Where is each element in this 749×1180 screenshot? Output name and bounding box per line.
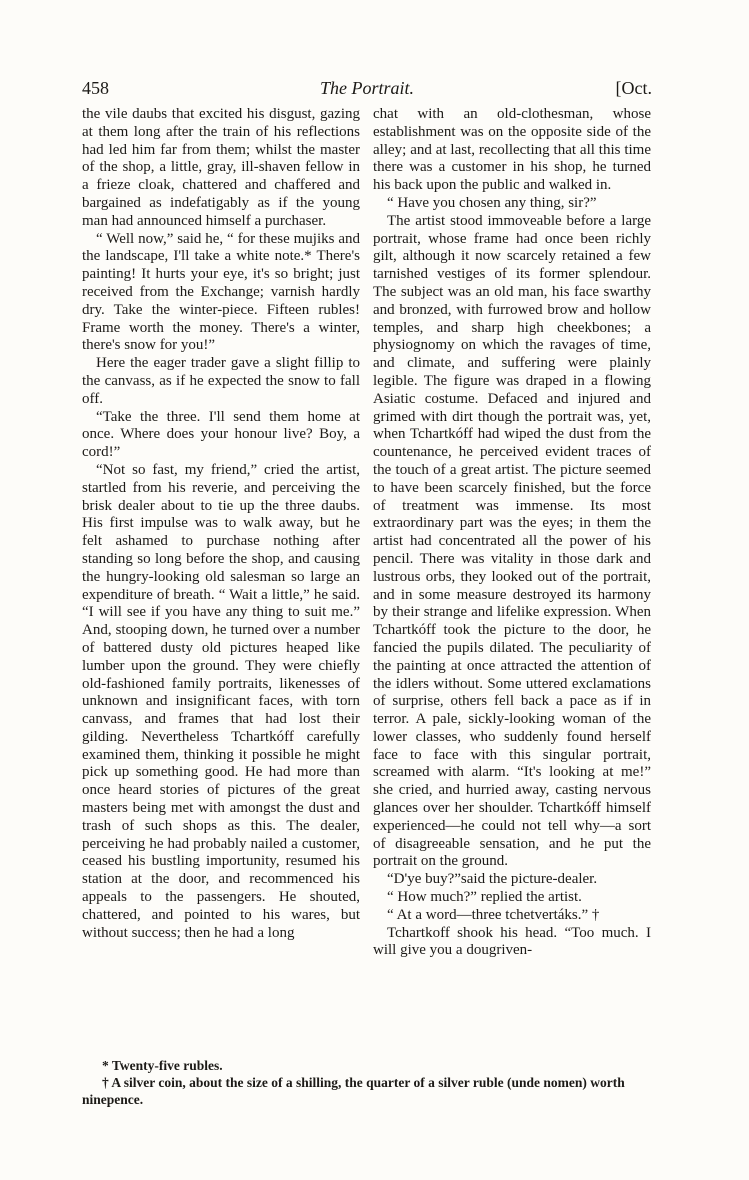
page-number: 458 [82, 78, 109, 98]
left-column [82, 106, 360, 942]
footnotes [82, 1057, 672, 1108]
paragraph: the vile daubs that excited his disgust, gazing at them long after the train of his reflections had led him far from them; whilst the master of the shop, a little, gray, ill-shaven fellow in a frieze cloak, chattered and chaffered and bargained as indefatigably as if the young man had announced himself a purchaser. [82, 106, 360, 229]
paragraph: Here the eager trader gave a slight fillip to the canvass, as if he expected the snow to fall off. [82, 355, 360, 407]
paragraph: Tchartkoff shook his head. “Too much. I will give you a dougriven- [373, 924, 651, 959]
running-header [82, 78, 652, 104]
paragraph: “ Well now,” said he, “ for these mujiks and the landscape, I'll take a white note.* There's painting! It hurts your eye, it's so bright; just received from the Exchange; varnish hardly dry. Take the winter-piece. Fifteen rubles! Frame worth the money. There's a winter, there's snow for you!” [82, 230, 360, 354]
paragraph: chat with an old-clothesman, whose establishment was on the opposite side of the alley; and at last, recollecting that all this time there was a customer in his shop, he turned his back upon the public and walked in. [373, 106, 651, 194]
footnote: † A silver coin, about the size of a shilling, the quarter of a silver ruble (unde nomen) worth ninepence. [82, 1075, 625, 1107]
running-title: The Portrait. [319, 78, 414, 98]
paragraph: “ At a word—three tchetvertáks.” † [387, 906, 600, 923]
paragraph: “Not so fast, my friend,” cried the artist, startled from his reverie, and perceiving the brisk dealer about to tie up the three daubs. His first impulse was to walk away, but he felt ashamed to purchase nothing after standing so long before the shop, and causing the hungry-looking old salesman so large an expenditure of breath. “ Wait a little,” he said. “I will see if you have any thing to suit me.” And, stooping down, he turned over a number of battered dusty old pictures heaped like lumber upon the ground. They were chiefly old-fashioned family portraits, likenesses of unknown and insignificant faces, with torn canvass, and frames that had lost their gilding. Nevertheless Tchartkóff carefully examined them, thinking it possible he might pick up something good. He had more than once heard stories of pictures of the great masters being met with amongst the dust and trash of such shops as this. The dealer, perceiving he had probably nailed a customer, ceased his bustling importunity, resumed his station at the door, and recommenced his appeals to the passengers. He shouted, chattered, and pointed to his wares, but without success; then he had a long [82, 461, 360, 941]
right-column [373, 106, 651, 960]
paragraph: “Take the three. I'll send them home at once. Where does your honour live? Boy, a cord!” [82, 408, 360, 461]
header-month: [Oct. [615, 78, 652, 98]
paragraph: “ How much?” replied the artist. [387, 889, 582, 906]
paragraph: The artist stood immoveable before a large portrait, whose frame had once been richly gilt, although it now scarcely retained a few tarnished vestiges of its former splendour. The subject was an old man, his face swarthy and bronzed, with furrowed brow and hollow temples, and sharp high cheekbones; a physiognomy on which the ravages of time, and climate, and suffering were plainly legible. The figure was draped in a flowing Asiatic costume. Defaced and injured and grimed with dirt though the portrait was, yet, when Tchartkóff had wiped the dust from the countenance, he perceived evident traces of the touch of a great artist. The picture seemed to have been scarcely finished, but the force of treatment was immense. Its most extraordinary part was the eyes; in them the artist had concentrated all the power of his pencil. There was vitality in those dark and lustrous orbs, they looked out of the portrait, and in some measure destroyed its harmony by their strange and lifelike expression. When Tchartkóff took the picture to the door, he fancied the pupils dilated. The peculiarity of the painting at once attracted the attention of the idlers without. Some uttered exclamations of surprise, others fell back a pace as if in terror. A pale, sickly-looking woman of the lower classes, who suddenly found herself face to face with this singular portrait, screamed with alarm. “It's looking at me!” she cried, and hurried away, casting nervous glances over her shoulder. Tchartkóff himself experienced—he could not tell why—a sort of disagreeable sensation, and he put the portrait on the ground. [373, 212, 651, 870]
paragraph: “ Have you chosen any thing, sir?” [387, 194, 597, 211]
paragraph: “D'ye buy?”said the picture-dealer. [387, 871, 598, 888]
footnote: * Twenty-five rubles. [102, 1058, 223, 1073]
